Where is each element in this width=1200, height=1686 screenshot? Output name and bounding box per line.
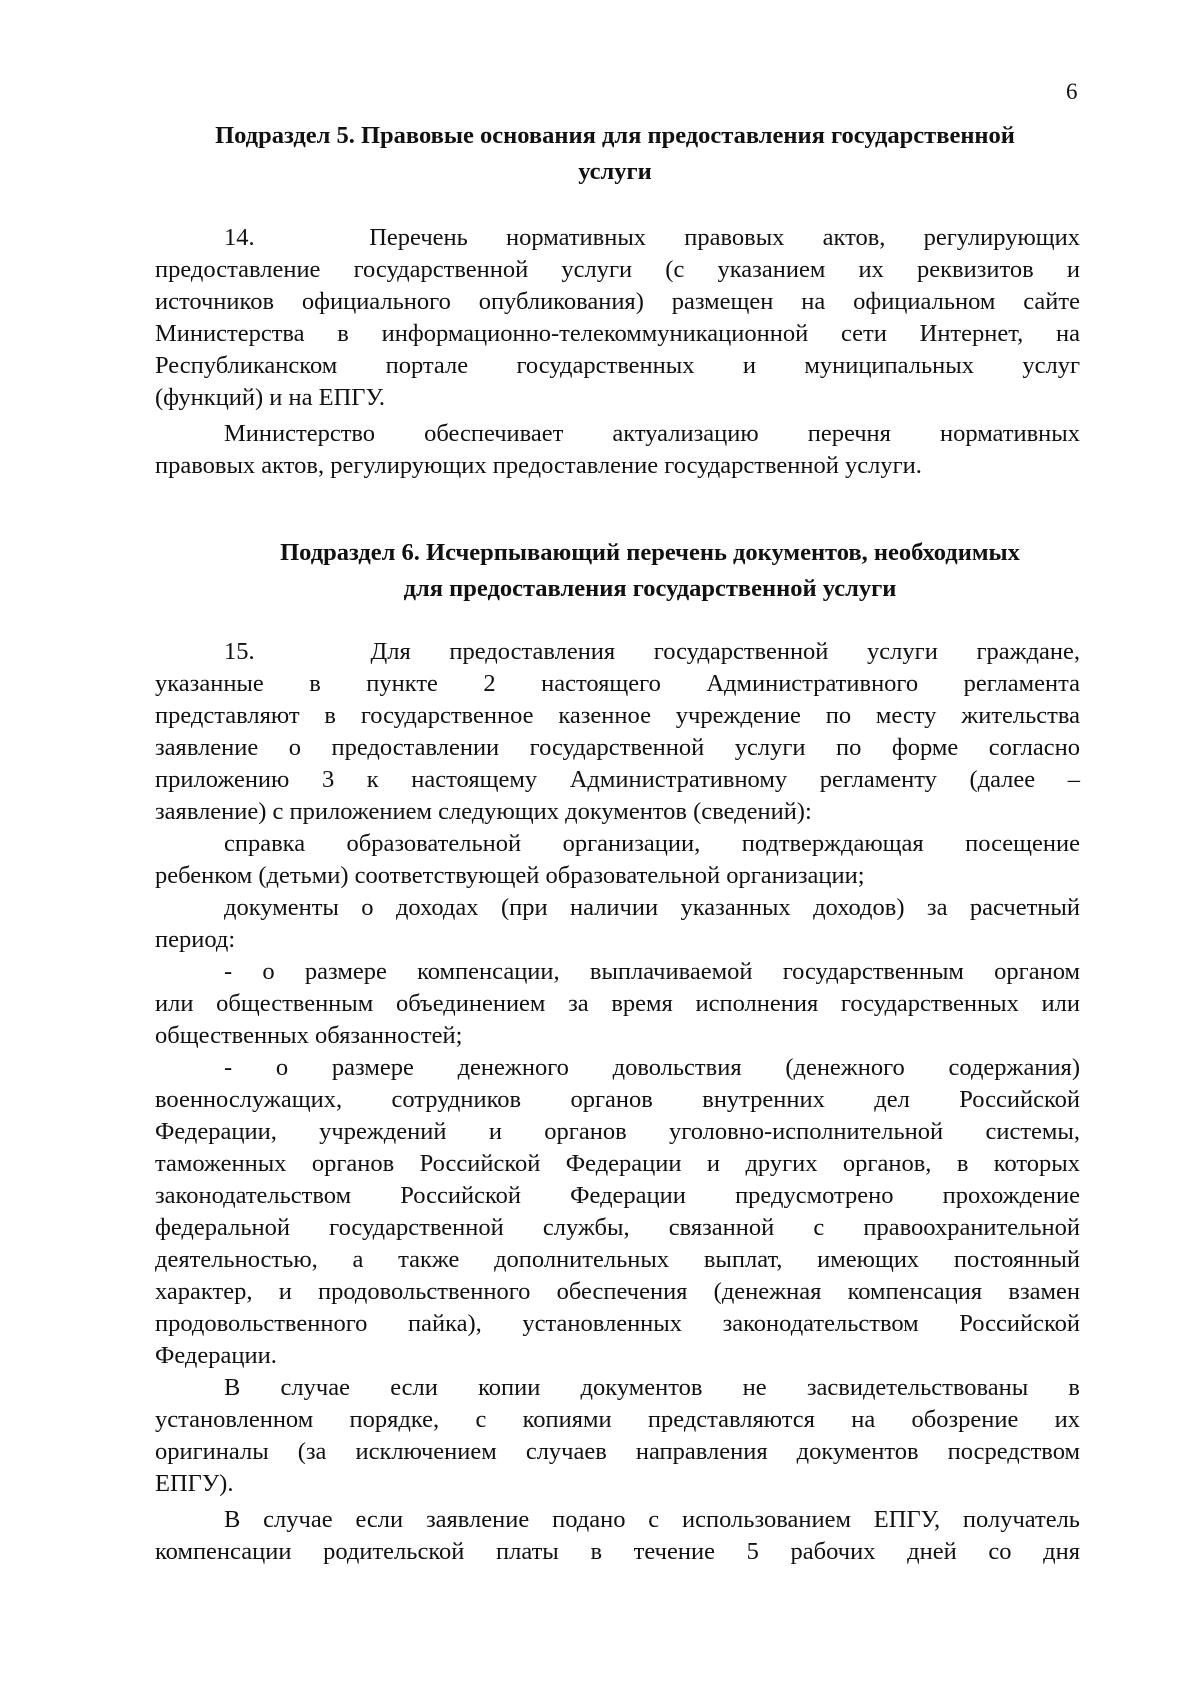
paragraph-line: приложению 3 к настоящему Административному регламенту (далее – [155, 766, 1080, 793]
paragraph-line: правовых актов, регулирующих предоставление государственной услуги. [155, 452, 922, 479]
paragraph-line: ребенком (детьми) соответствующей образовательной организации; [155, 862, 865, 889]
paragraph-line: предоставление государственной услуги (с указанием их реквизитов и [155, 256, 1080, 283]
paragraph-line: или общественным объединением за время исполнения государственных или [155, 990, 1080, 1017]
paragraph-line: заявление о предоставлении государственной услуги по форме согласно [155, 734, 1080, 761]
paragraph-line: документы о доходах (при наличии указанных доходов) за расчетный [224, 894, 1080, 921]
paragraph-line: Федерации. [155, 1342, 277, 1369]
paragraph-line: В случае если копии документов не засвидетельствованы в [224, 1374, 1080, 1401]
paragraph-line: установленном порядке, с копиями представляются на обозрение их [155, 1406, 1080, 1433]
paragraph-line: Министерство обеспечивает актуализацию перечня нормативных [224, 420, 1080, 447]
paragraph-line: федеральной государственной службы, связанной с правоохранительной [155, 1214, 1080, 1241]
paragraph-line: источников официального опубликования) размещен на официальном сайте [155, 288, 1080, 315]
paragraph-line: - о размере денежного довольствия (денежного содержания) [224, 1054, 1080, 1081]
paragraph-line: период: [155, 926, 236, 953]
paragraph-line: 15. Для предоставления государственной услуги граждане, [224, 638, 1080, 665]
paragraph-line: представляют в государственное казенное учреждение по месту жительства [155, 702, 1080, 729]
section-6-heading-line-2: для предоставления государственной услуги [403, 575, 897, 602]
paragraph-line: В случае если заявление подано с использованием ЕПГУ, получатель [224, 1506, 1080, 1533]
paragraph-line: заявление) с приложением следующих документов (сведений): [155, 798, 812, 825]
paragraph-line: 14. Перечень нормативных правовых актов, регулирующих [224, 224, 1080, 251]
section-6-heading-line-1: Подраздел 6. Исчерпывающий перечень документов, необходимых [280, 539, 1020, 566]
paragraph-line: деятельностью, а также дополнительных выплат, имеющих постоянный [155, 1246, 1080, 1273]
paragraph-line: общественных обязанностей; [155, 1022, 463, 1049]
paragraph-line: - о размере компенсации, выплачиваемой государственным органом [224, 958, 1080, 985]
page-number: 6 [1066, 79, 1078, 104]
paragraph-line: таможенных органов Российской Федерации и других органов, в которых [155, 1150, 1080, 1177]
paragraph-line: характер, и продовольственного обеспечения (денежная компенсация взамен [155, 1278, 1080, 1305]
paragraph-line: Республиканском портале государственных и муниципальных услуг [155, 352, 1080, 379]
paragraph-line: Министерства в информационно-телекоммуникационной сети Интернет, на [155, 320, 1080, 347]
paragraph-line: (функций) и на ЕПГУ. [155, 384, 385, 411]
section-5-heading-line-2: услуги [578, 158, 652, 185]
paragraph-line: законодательством Российской Федерации предусмотрено прохождение [155, 1182, 1080, 1209]
section-6-heading [210, 535, 1090, 607]
paragraph-line: компенсации родительской платы в течение 5 рабочих дней со дня [155, 1538, 1080, 1565]
paragraph-line: оригиналы (за исключением случаев направления документов посредством [155, 1438, 1080, 1465]
paragraph-line: Федерации, учреждений и органов уголовно-исполнительной системы, [155, 1118, 1080, 1145]
section-5-heading [150, 118, 1080, 190]
paragraph-line: ЕПГУ). [155, 1470, 234, 1497]
paragraph-line: справка образовательной организации, подтверждающая посещение [224, 830, 1080, 857]
paragraph-line: указанные в пункте 2 настоящего Административного регламента [155, 670, 1080, 697]
paragraph-line: военнослужащих, сотрудников органов внутренних дел Российской [155, 1086, 1080, 1113]
section-5-heading-line-1: Подраздел 5. Правовые основания для предоставления государственной [215, 122, 1015, 149]
paragraph-line: продовольственного пайка), установленных законодательством Российской [155, 1310, 1080, 1337]
